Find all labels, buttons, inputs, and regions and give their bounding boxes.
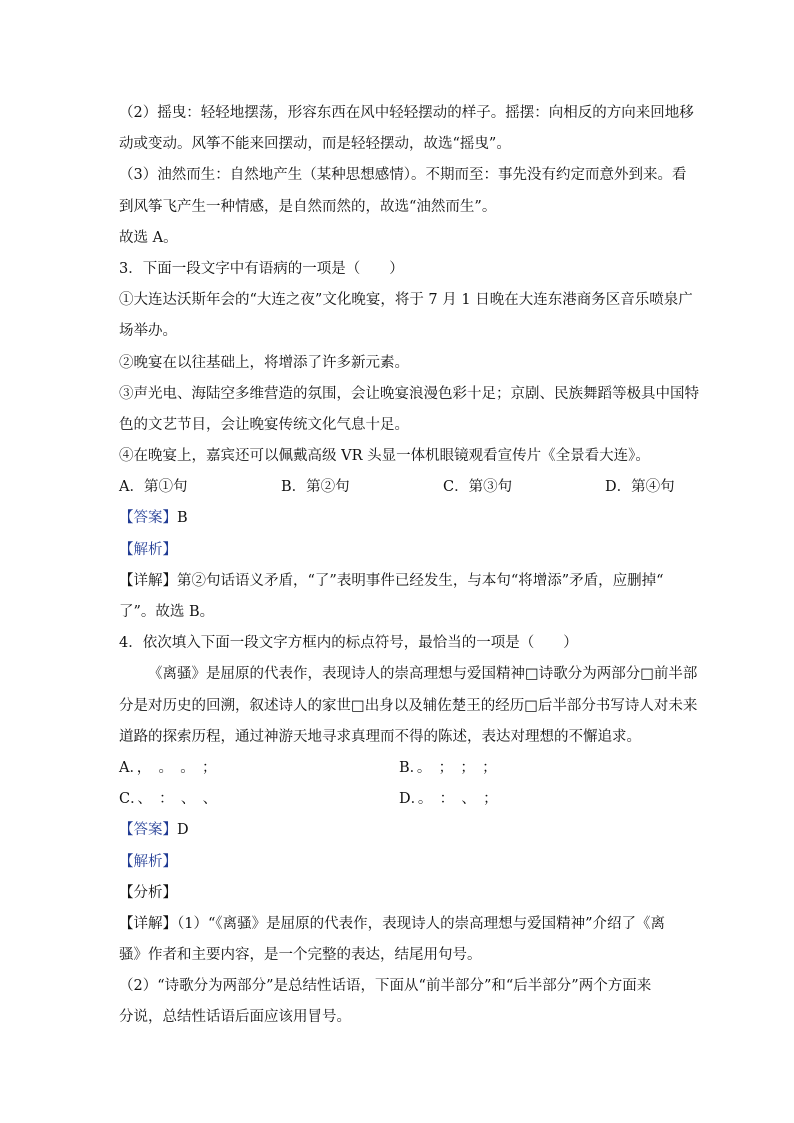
text-line: （3）油然而生：自然地产生（某种思想感情）。不期而至：事先没有约定而意外到来。看 (119, 167, 687, 184)
question-4-stem: 4．依次填入下面一段文字方框内的标点符号，最恰当的一项是（ ） (119, 635, 578, 652)
detail-tag: 【详解】 (119, 915, 177, 932)
detail-line (119, 566, 679, 597)
question-3-options (119, 472, 679, 503)
detail-line-cont: 骚》作者和主要内容，是一个完整的表达，结尾用句号。 (119, 947, 482, 964)
detail-line (119, 909, 679, 940)
detail-line-cont: 分说，总结性话语后面应该用冒号。 (119, 1009, 351, 1026)
option-b: B．。 ； ； ； (399, 759, 497, 776)
answer-tag: 【答案】 (119, 822, 177, 839)
detail-text: （1）“《离骚》是屈原的代表作，表现诗人的崇高理想与爱国精神”介绍了《离 (177, 915, 666, 932)
analysis-line (119, 847, 679, 878)
fenxi-line (119, 878, 679, 909)
answer-line (119, 503, 679, 534)
sentence-3-cont: 色的文艺节目，会让晚宴传统文化气息十足。 (119, 416, 409, 433)
question-4-options-row-2 (119, 784, 679, 815)
passage-line: 分是对历史的回溯，叙述诗人的家世□出身以及辅佐楚王的经历□后半部分书写诗人对未来 (119, 697, 698, 714)
option-d: D．第④句 (605, 479, 675, 496)
text-line: 动或变动。风筝不能来回摆动，而是轻轻摆动，故选“摇曳”。 (119, 136, 511, 153)
text-line: 故选 A。 (119, 229, 178, 246)
question-3-stem: 3．下面一段文字中有语病的一项是（ ） (119, 260, 404, 277)
option-a: A．第①句 (119, 479, 188, 496)
passage-line: 道路的探索历程，通过神游天地寻求真理而不得的陈述，表达对理想的不懈追求。 (119, 728, 641, 745)
detail-tag: 【详解】 (119, 572, 177, 589)
analysis-tag: 【解析】 (119, 541, 177, 558)
option-c: C．、 ： 、 、 (119, 791, 218, 808)
passage-line: 《离骚》是屈原的代表作，表现诗人的崇高理想与爱国精神□诗歌分为两部分□前半部 (148, 666, 698, 683)
sentence-1-cont: 场举办。 (119, 323, 177, 340)
question-4-options-row-1 (119, 753, 679, 784)
option-a: A．， 。 。 ； (119, 759, 217, 776)
detail-line-cont: 了”。故选 B。 (119, 604, 215, 620)
answer-line (119, 815, 679, 846)
detail-line: （2）“诗歌分为两部分”是总结性话语，下面从“前半部分”和“后半部分”两个方面来 (119, 978, 652, 995)
sentence-3: ③声光电、海陆空多维营造的氛围，会让晚宴浪漫色彩十足；京剧、民族舞蹈等极具中国特 (119, 385, 699, 402)
text-line: （2）摇曳：轻轻地摆荡，形容东西在风中轻轻摆动的样子。摇摆：向相反的方向来回地移 (119, 105, 694, 121)
text-line: 到风筝飞产生一种情感，是自然而然的，故选“油然而生”。 (119, 198, 497, 215)
fenxi-tag: 【分析】 (119, 884, 177, 901)
document-page (119, 98, 699, 1034)
answer-value: D (177, 822, 189, 839)
analysis-tag: 【解析】 (119, 853, 177, 870)
sentence-1: ①大连达沃斯年会的“大连之夜”文化晚宴，将于 7 月 1 日晚在大连东港商务区音乐喷泉广 (119, 292, 693, 309)
answer-tag: 【答案】 (119, 510, 177, 527)
detail-text: 第②句话语义矛盾，“了”表明事件已经发生，与本句“将增添”矛盾，应删掉“ (177, 572, 664, 589)
sentence-4: ④在晚宴上，嘉宾还可以佩戴高级 VR 头显一体机眼镜观看宣传片《全景看大连》。 (119, 448, 650, 465)
option-d: D．。 ： 、 ； (399, 791, 498, 808)
analysis-line (119, 535, 679, 566)
option-c: C．第③句 (443, 479, 513, 496)
answer-value: B (177, 510, 188, 527)
sentence-2: ②晚宴在以往基础上，将增添了许多新元素。 (119, 354, 409, 371)
option-b: B．第②句 (281, 479, 350, 496)
